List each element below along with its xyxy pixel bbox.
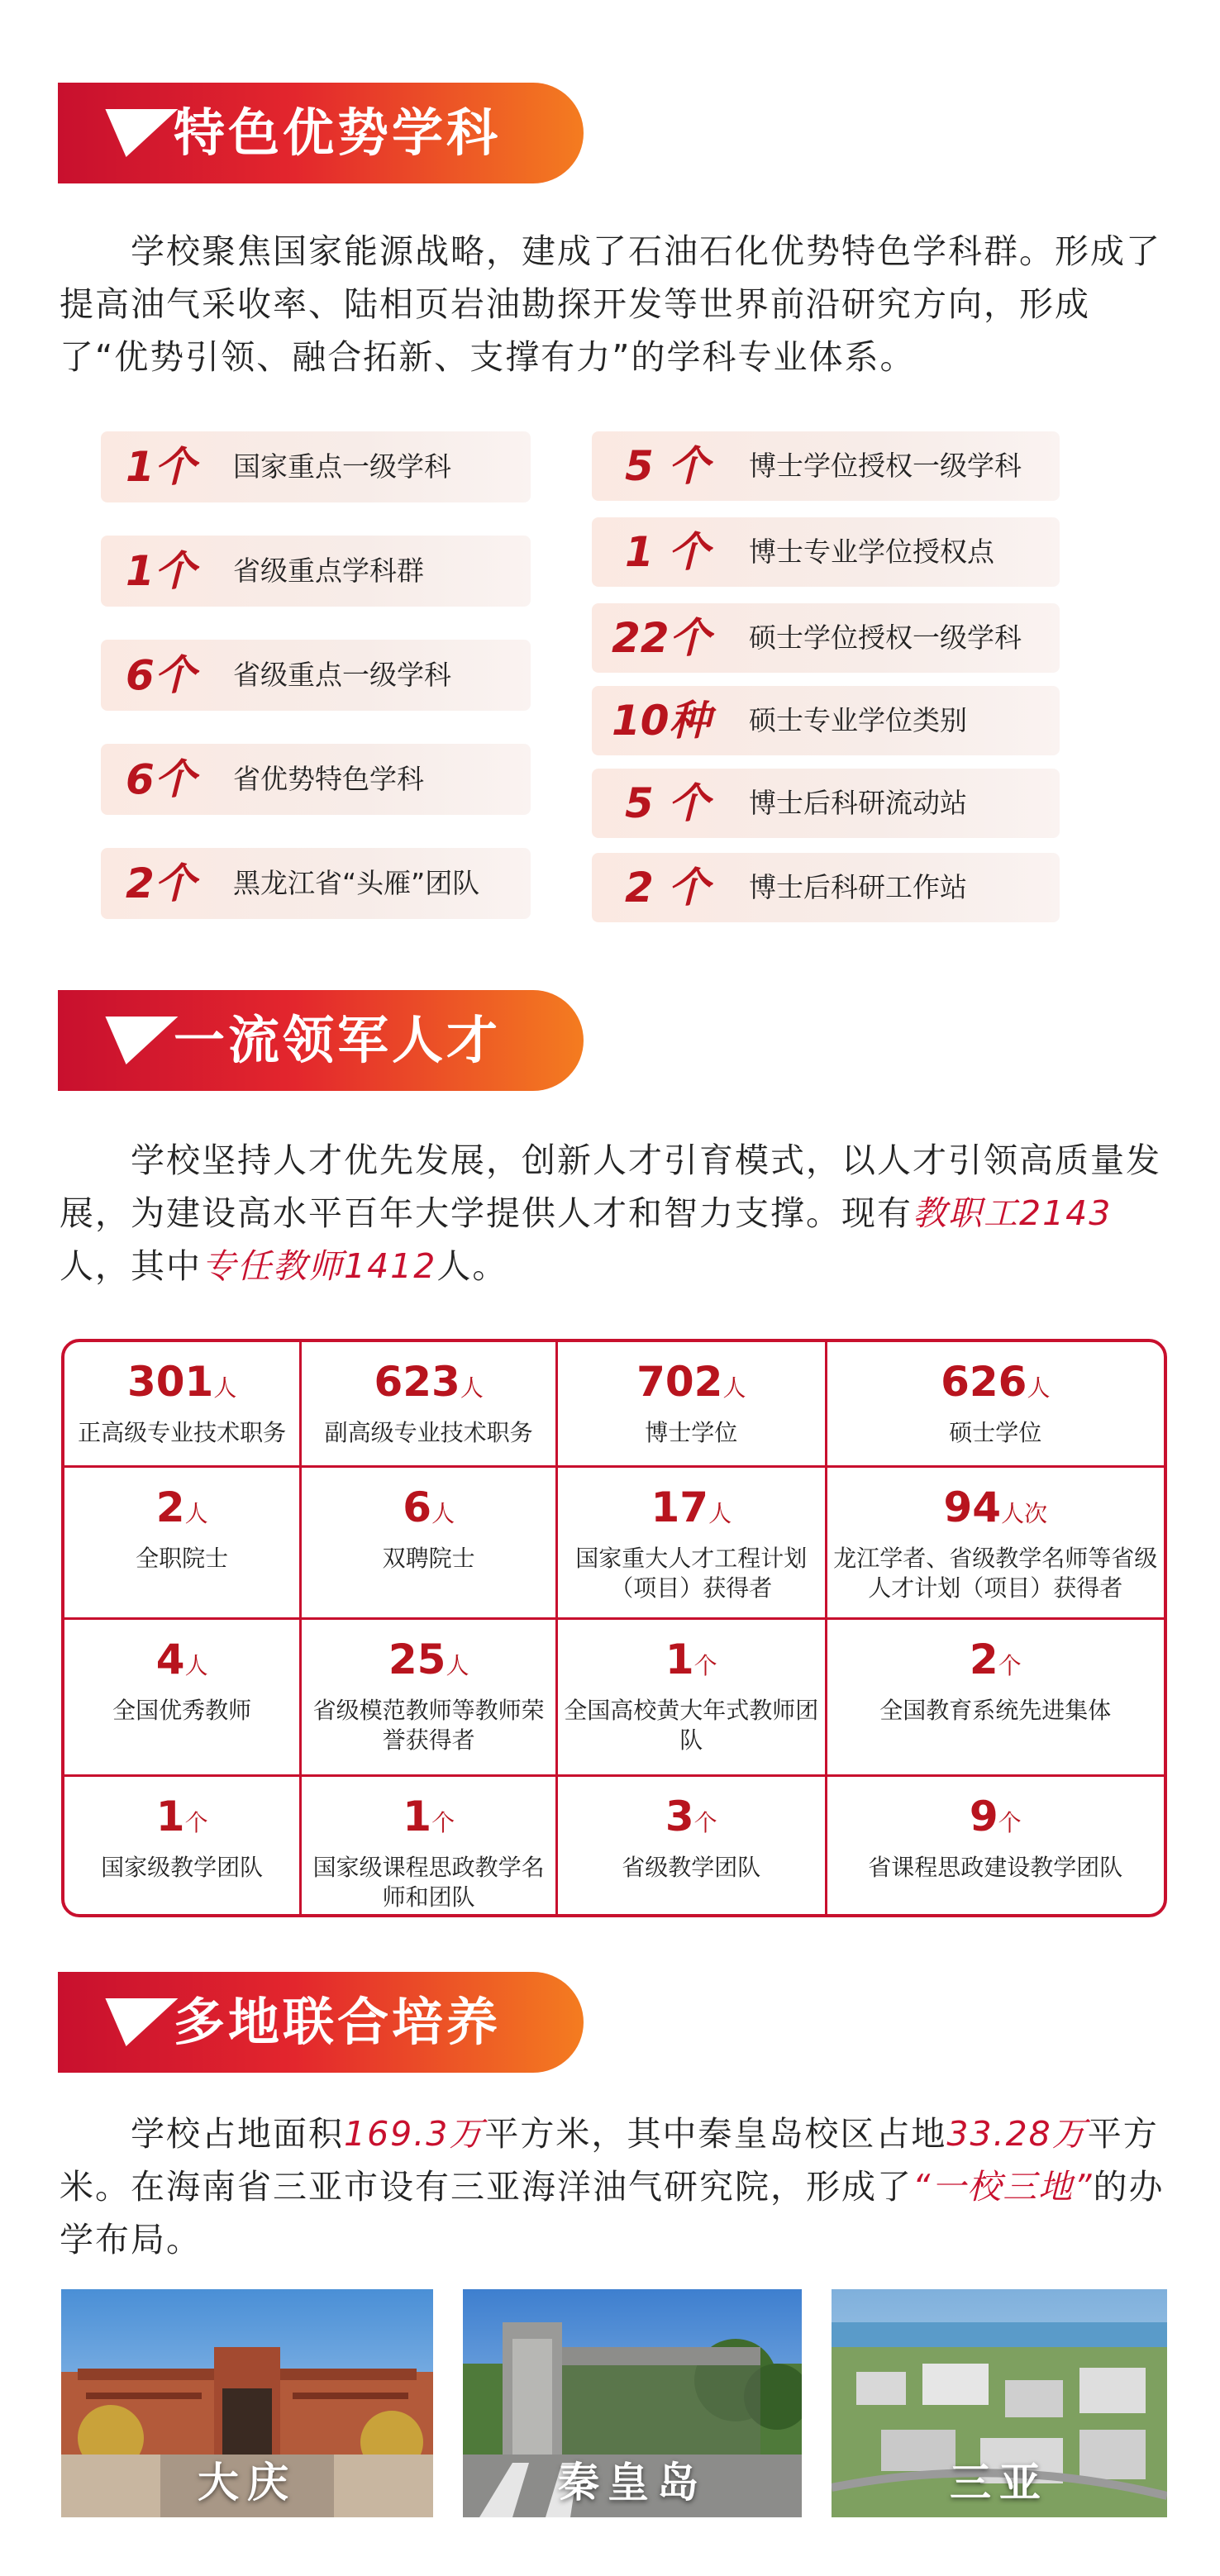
para-text: 的办学布局。 [60, 2167, 1165, 2259]
stat-number: 2个 [126, 859, 196, 907]
section-header-disciplines [58, 83, 584, 183]
cell-number: 2 [969, 1635, 998, 1683]
photo-label: 三亚 [950, 2459, 1049, 2507]
cell-unit: 个 [693, 1651, 717, 1679]
table-cell [826, 1342, 1164, 1466]
stat-label: 博士学位授权一级学科 [749, 450, 1022, 482]
table-cell [557, 1775, 827, 1917]
stat-number: 6个 [126, 755, 196, 803]
cell-number: 1 [665, 1635, 694, 1683]
campus-photo-sanya [832, 2289, 1167, 2517]
campus-photo-daqing [61, 2289, 433, 2517]
cell-label: 正高级专业技术职务 [78, 1419, 287, 1446]
cell-unit: 个 [998, 1808, 1022, 1836]
cell-unit: 个 [431, 1808, 455, 1836]
stat-label: 博士专业学位授权点 [749, 536, 994, 568]
cell-unit: 人 [1027, 1374, 1051, 1402]
area-highlight: 33.28万 [946, 2114, 1088, 2154]
stat-number: 5 个 [625, 779, 710, 827]
table-cell [826, 1618, 1164, 1775]
stat-label: 博士后科研流动站 [749, 787, 967, 819]
table-cell [64, 1618, 301, 1775]
cell-number: 2 [155, 1483, 185, 1531]
stat-item [592, 686, 1060, 755]
stat-number: 1 个 [625, 528, 710, 576]
cell-label: 硕士学位 [949, 1419, 1042, 1446]
cell-label: 国家级教学团队 [101, 1853, 264, 1881]
triangle-icon [90, 1017, 179, 1064]
cell-label: 双聘院士 [382, 1544, 475, 1572]
cell-label: 省课程思政建设教学团队 [868, 1853, 1123, 1881]
section-title: 一流领军人才 [174, 1010, 502, 1070]
cell-label: 省级模范教师等教师荣誉获得者 [312, 1696, 545, 1754]
stat-label: 省级重点一级学科 [233, 659, 451, 691]
cell-number: 623 [374, 1358, 460, 1406]
cell-number: 1 [155, 1792, 185, 1840]
para-text: 平方米。在海南省三亚市设有三亚海洋油气研究院，形成了 [60, 2114, 1159, 2207]
stat-label: 省优势特色学科 [233, 763, 424, 795]
stat-number: 1个 [126, 443, 196, 491]
cell-label: 省级教学团队 [622, 1853, 761, 1881]
section-title: 特色优势学科 [174, 102, 502, 163]
table-cell [64, 1342, 301, 1466]
stat-number: 2 个 [625, 864, 710, 912]
campus-paragraph [60, 2107, 1167, 2266]
stat-item [592, 603, 1060, 673]
cell-number: 702 [636, 1358, 723, 1406]
teacher-count-highlight: 专任教师1412 [202, 1246, 437, 1286]
section-header-talent [58, 990, 584, 1091]
table-cell [301, 1775, 557, 1917]
triangle-icon [90, 1998, 179, 2046]
cell-number: 17 [651, 1483, 709, 1531]
stat-label: 硕士专业学位类别 [749, 704, 967, 736]
photo-label: 大庆 [198, 2459, 297, 2507]
table-cell [64, 1466, 301, 1618]
section-title: 多地联合培养 [174, 1992, 502, 2052]
stat-item [101, 640, 531, 711]
stat-label: 博士后科研工作站 [749, 871, 967, 903]
stat-label: 硕士学位授权一级学科 [749, 621, 1022, 654]
para-text: 学校坚持人才优先发展，创新人才引育模式，以人才引领高质量发展，为建设高水平百年大学提供人才和智力支撑。现有 [60, 1140, 1161, 1233]
section-header-campuses [58, 1972, 584, 2073]
cell-number: 4 [155, 1635, 185, 1683]
stat-item [592, 431, 1060, 501]
cell-number: 301 [126, 1358, 214, 1406]
cell-number: 94 [943, 1483, 1002, 1531]
stat-label: 黑龙江省“头雁”团队 [233, 867, 480, 899]
photo-label: 秦皇岛 [558, 2459, 707, 2507]
cell-label: 全职院士 [136, 1544, 229, 1572]
cell-label: 全国优秀教师 [112, 1696, 252, 1724]
cell-number: 6 [403, 1483, 432, 1531]
cell-unit: 人 [184, 1499, 208, 1527]
table-cell [557, 1618, 827, 1775]
table-cell [64, 1775, 301, 1917]
cell-number: 25 [388, 1635, 446, 1683]
stat-number: 22个 [612, 614, 711, 662]
table-cell [557, 1466, 827, 1618]
cell-number: 626 [941, 1358, 1027, 1406]
stat-label: 国家重点一级学科 [233, 450, 451, 483]
cell-label: 国家级课程思政教学名师和团队 [312, 1853, 545, 1911]
cell-number: 1 [403, 1792, 432, 1840]
table-cell [557, 1342, 827, 1466]
cell-number: 3 [665, 1792, 694, 1840]
para-text: 人。 [436, 1246, 508, 1286]
cell-unit: 人 [708, 1499, 732, 1527]
cell-unit: 人 [446, 1651, 469, 1679]
cell-unit: 人 [722, 1374, 746, 1402]
cell-unit: 个 [184, 1808, 208, 1836]
cell-unit: 人 [184, 1651, 208, 1679]
layout-highlight: “一校三地” [913, 2167, 1094, 2207]
talent-paragraph [60, 1134, 1167, 1293]
cell-unit: 个 [998, 1651, 1022, 1679]
cell-label: 副高级专业技术职务 [324, 1419, 533, 1446]
cell-unit: 个 [693, 1808, 717, 1836]
cell-unit: 人 [213, 1374, 237, 1402]
stat-number: 1个 [126, 547, 196, 595]
stat-number: 6个 [126, 651, 196, 699]
talent-stats-table [61, 1339, 1167, 1917]
staff-count-highlight: 教职工2143 [913, 1193, 1113, 1233]
stat-number: 10种 [612, 697, 711, 745]
triangle-icon [90, 109, 179, 157]
stat-number: 5 个 [625, 442, 710, 490]
stat-item [592, 517, 1060, 587]
cell-unit: 人次 [1001, 1499, 1048, 1527]
cell-number: 9 [969, 1792, 998, 1840]
cell-unit: 人 [460, 1374, 484, 1402]
para-text: 人，其中 [60, 1246, 202, 1286]
para-text: 平方米，其中秦皇岛校区占地 [484, 2114, 947, 2154]
cell-unit: 人 [431, 1499, 455, 1527]
stat-item [101, 536, 531, 607]
campus-photo-qinhuangdao [463, 2289, 802, 2517]
stat-item [101, 431, 531, 502]
table-cell [826, 1775, 1164, 1917]
para-text: 学校占地面积 [131, 2114, 344, 2154]
table-cell [301, 1342, 557, 1466]
cell-label: 国家重大人才工程计划（项目）获得者 [575, 1544, 808, 1602]
cell-label: 全国教育系统先进集体 [879, 1696, 1112, 1724]
intro-paragraph: 学校聚焦国家能源战略，建成了石油石化优势特色学科群。形成了提高油气采收率、陆相页岩油勘探开发等世界前沿研究方向，形成了“优势引领、融合拓新、支撑有力”的学科专业体系。 [60, 231, 1161, 377]
cell-label: 龙江学者、省级教学名师等省级人才计划（项目）获得者 [833, 1544, 1158, 1602]
table-cell [301, 1618, 557, 1775]
stat-item [101, 848, 531, 919]
stat-label: 省级重点学科群 [233, 555, 424, 587]
stat-item [592, 853, 1060, 922]
table-cell [301, 1466, 557, 1618]
cell-label: 博士学位 [645, 1419, 738, 1446]
table-cell [826, 1466, 1164, 1618]
stat-item [592, 769, 1060, 838]
cell-label: 全国高校黄大年式教师团队 [564, 1696, 819, 1754]
stat-item [101, 744, 531, 815]
area-highlight: 169.3万 [344, 2114, 485, 2154]
